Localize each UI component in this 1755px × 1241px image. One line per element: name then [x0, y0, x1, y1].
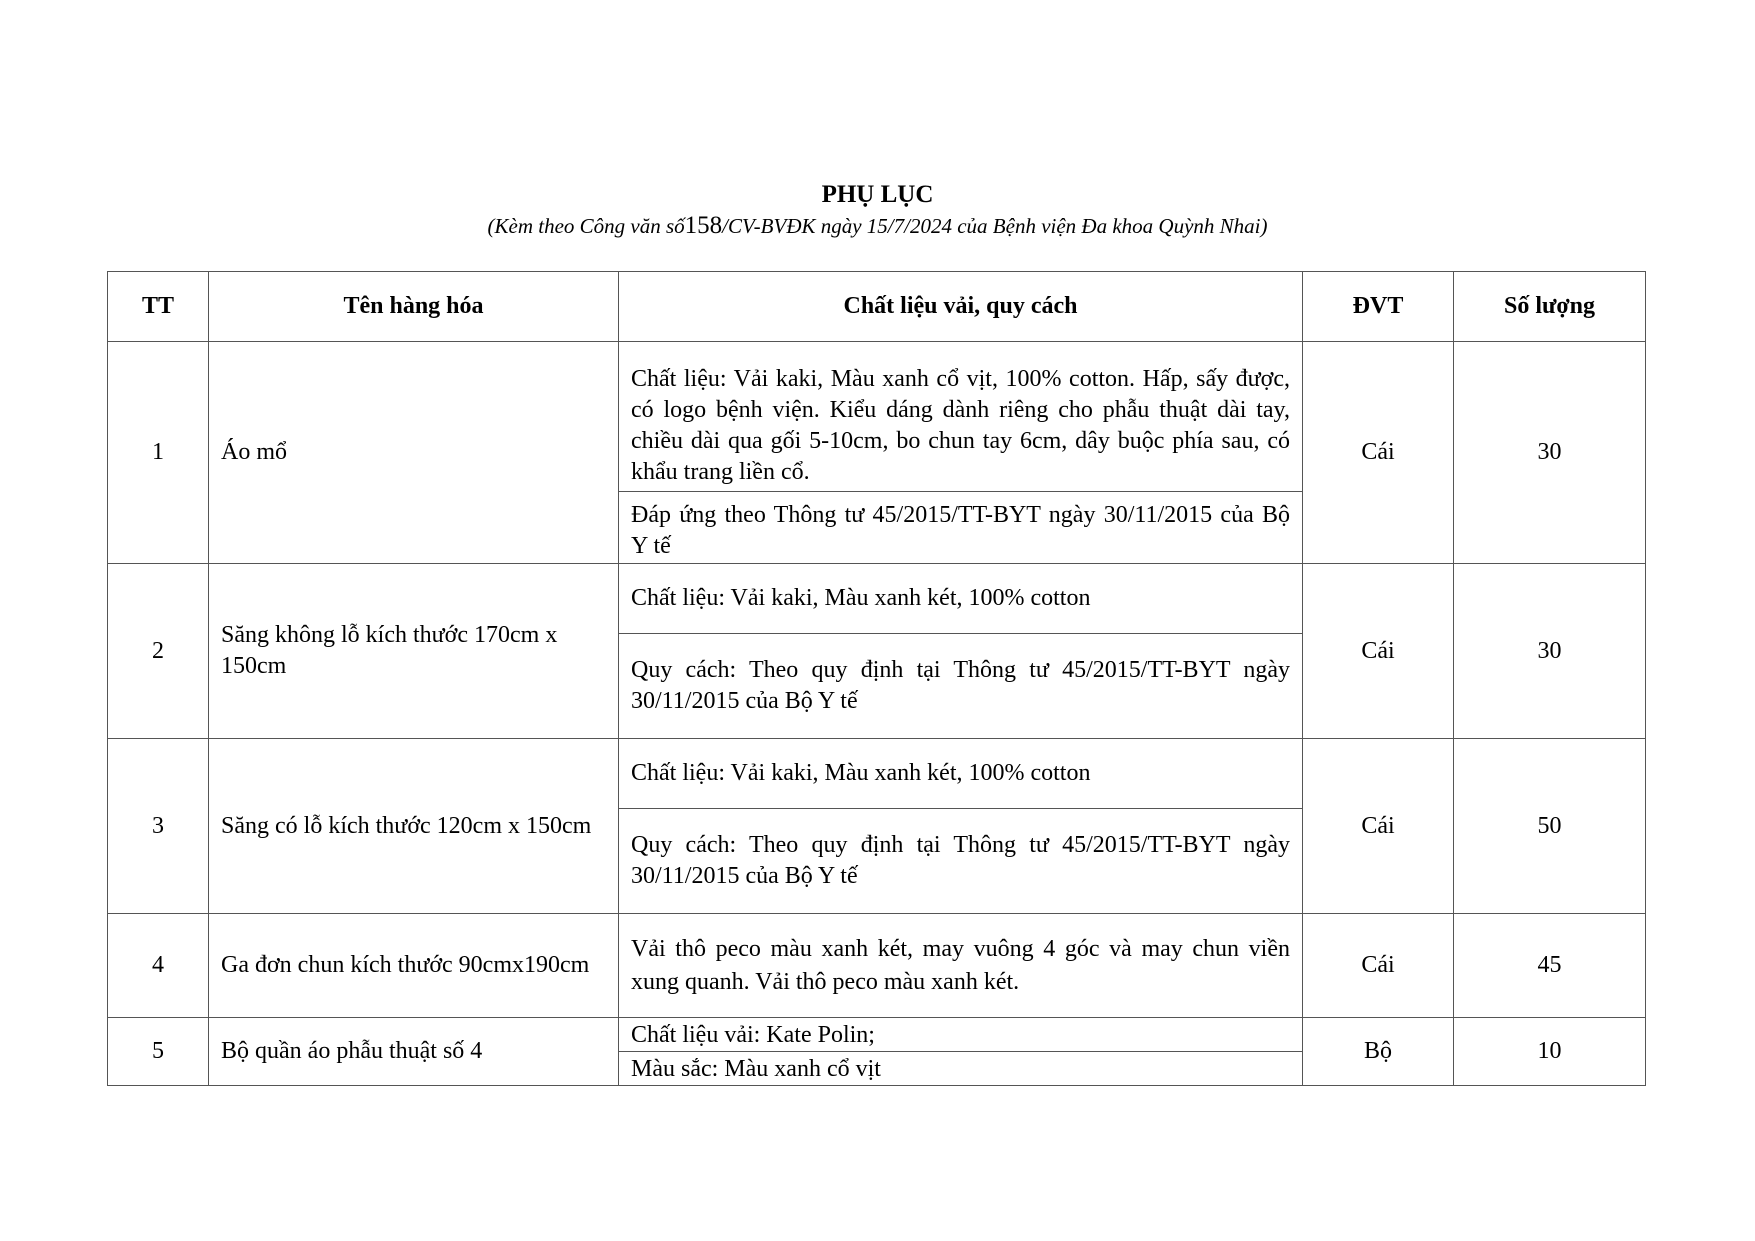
- item-quantity: 10: [1454, 1018, 1646, 1086]
- page-subtitle: [0, 212, 1755, 240]
- column-header-item-name: Tên hàng hóa: [209, 272, 619, 342]
- appendix-table: [107, 271, 1646, 1086]
- item-unit: Cái: [1303, 342, 1454, 564]
- table-row: [108, 342, 1646, 492]
- row-number: 2: [108, 564, 209, 739]
- item-spec: Màu sắc: Màu xanh cổ vịt: [619, 1052, 1303, 1086]
- item-spec: Vải thô peco màu xanh két, may vuông 4 góc và may chun viền xung quanh. Vải thô peco màu xanh két.: [619, 914, 1303, 1018]
- item-name: Săng có lỗ kích thước 120cm x 150cm: [209, 739, 619, 914]
- subtitle-prefix: (Kèm theo Công văn số: [487, 214, 685, 238]
- table-row: [108, 914, 1646, 1018]
- item-name: Săng không lỗ kích thước 170cm x 150cm: [209, 564, 619, 739]
- row-number: 3: [108, 739, 209, 914]
- row-number: 1: [108, 342, 209, 564]
- item-spec: Quy cách: Theo quy định tại Thông tư 45/2015/TT-BYT ngày 30/11/2015 của Bộ Y tế: [619, 809, 1303, 914]
- column-header-quantity: Số lượng: [1454, 272, 1646, 342]
- item-spec: Chất liệu: Vải kaki, Màu xanh két, 100% cotton: [619, 564, 1303, 634]
- page-title: PHỤ LỤC: [821, 181, 934, 208]
- item-name: Áo mổ: [209, 342, 619, 564]
- item-quantity: 45: [1454, 914, 1646, 1018]
- row-number: 5: [108, 1018, 209, 1086]
- item-unit: Cái: [1303, 739, 1454, 914]
- column-header-material-spec: Chất liệu vải, quy cách: [619, 272, 1303, 342]
- item-quantity: 50: [1454, 739, 1646, 914]
- item-unit: Bộ: [1303, 1018, 1454, 1086]
- subtitle-suffix: /CV-BVĐK ngày 15/7/2024 của Bệnh viện Đa khoa Quỳnh Nhai): [722, 214, 1268, 238]
- item-unit: Cái: [1303, 564, 1454, 739]
- table-row: [108, 1018, 1646, 1052]
- item-spec: Đáp ứng theo Thông tư 45/2015/TT-BYT ngày 30/11/2015 của Bộ Y tế: [619, 492, 1303, 564]
- item-name: Ga đơn chun kích thước 90cmx190cm: [209, 914, 619, 1018]
- item-name: Bộ quần áo phẫu thuật số 4: [209, 1018, 619, 1086]
- table-row: [108, 739, 1646, 809]
- table-row: [108, 564, 1646, 634]
- item-spec: Chất liệu: Vải kaki, Màu xanh két, 100% cotton: [619, 739, 1303, 809]
- column-header-tt: TT: [108, 272, 209, 342]
- row-number: 4: [108, 914, 209, 1018]
- item-spec: Chất liệu vải: Kate Polin;: [619, 1018, 1303, 1052]
- item-quantity: 30: [1454, 564, 1646, 739]
- item-unit: Cái: [1303, 914, 1454, 1018]
- table-header-row: [108, 272, 1646, 342]
- item-spec: Chất liệu: Vải kaki, Màu xanh cổ vịt, 100% cotton. Hấp, sấy được, có logo bệnh viện. Kiểu dáng dành riêng cho phẫu thuật dài tay, chiều dài qua gối 5-10cm, bo chun tay 6cm, dây buộc phía sau, có khẩu trang liền cổ.: [619, 342, 1303, 492]
- column-header-unit: ĐVT: [1303, 272, 1454, 342]
- item-spec: Quy cách: Theo quy định tại Thông tư 45/2015/TT-BYT ngày 30/11/2015 của Bộ Y tế: [619, 634, 1303, 739]
- item-quantity: 30: [1454, 342, 1646, 564]
- document-number: 158: [684, 212, 723, 239]
